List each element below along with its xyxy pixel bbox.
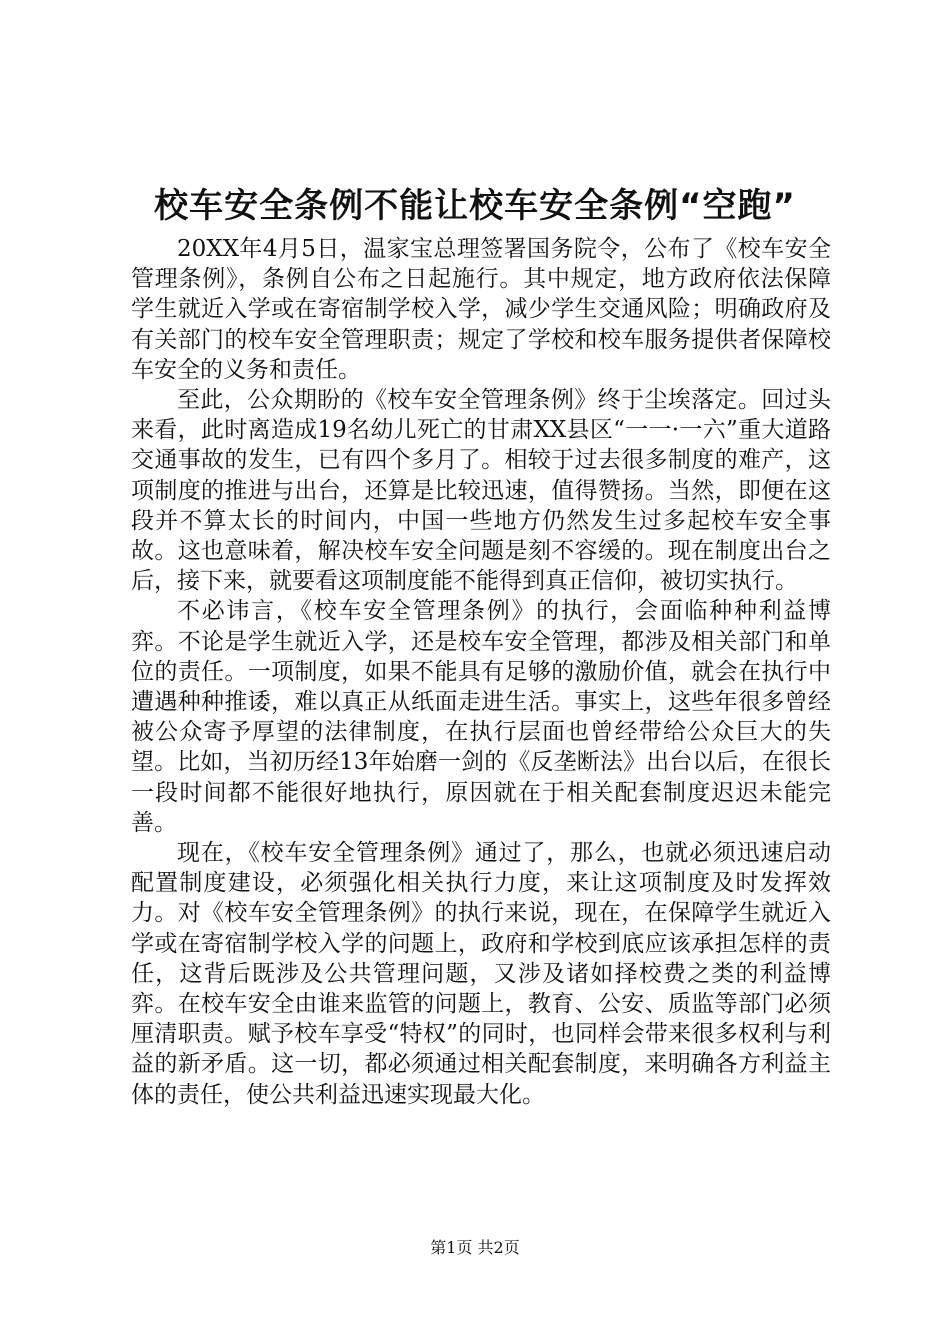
paragraph-2: 至此，公众期盼的《校车安全管理条例》终于尘埃落定。回过头来看，此时离造成19名幼儿死亡的甘肃XX县区“一一·一六”重大道路交通事故的发生，已有四个多月了。相较于过去很多制度的难产，这项制度的推进与出台，还算是比较迅速，值得赞扬。当然，即便在这段并不算太长的时间内，中国一些地方仍然发生过多起校车安全事故。这也意味着，解决校车安全问题是刻不容缓的。现在制度出台之后，接下来，就要看这项制度能不能得到真正信仰，被切实执行。 [131,387,831,595]
paragraph-1: 20XX年4月5日，温家宝总理签署国务院令，公布了《校车安全管理条例》，条例自公布之日起施行。其中规定，地方政府依法保障学生就近入学或在寄宿制学校入学，减少学生交通风险；明确政府及有关部门的校车安全管理职责；规定了学校和校车服务提供者保障校车安全的义务和责任。 [131,236,831,383]
document-body [131,234,831,1110]
paragraph-3: 不必讳言，《校车安全管理条例》的执行，会面临种种利益博弈。不论是学生就近入学，还是校车安全管理，都涉及相关部门和单位的责任。一项制度，如果不能具有足够的激励价值，就会在执行中遭遇种种推诿，难以真正从纸面走进生活。事实上，这些年很多曾经被公众寄予厚望的法律制度，在执行层面也曾经带给公众巨大的失望。比如，当初历经13年始磨一剑的《反垄断法》出台以后，在很长一段时间都不能很好地执行，原因就在于相关配套制度迟迟未能完善。 [131,598,831,836]
page-footer: 第1页 共2页 [430,1238,520,1257]
document-title: 校车安全条例不能让校车安全条例“空跑” [154,186,796,226]
paragraph-4: 现在，《校车安全管理条例》通过了，那么，也就必须迅速启动配置制度建设，必须强化相关执行力度，来让这项制度及时发挥效力。对《校车安全管理条例》的执行来说，现在，在保障学生就近入学或在寄宿制学校入学的问题上，政府和学校到底应该承担怎样的责任，这背后既涉及公共管理问题，又涉及诸如择校费之类的利益博弈。在校车安全由谁来监管的问题上，教育、公安、质监等部门必须厘清职责。赋予校车享受“特权”的同时，也同样会带来很多权利与利益的新矛盾。这一切，都必须通过相关配套制度，来明确各方利益主体的责任，使公共利益迅速实现最大化。 [131,840,831,1108]
